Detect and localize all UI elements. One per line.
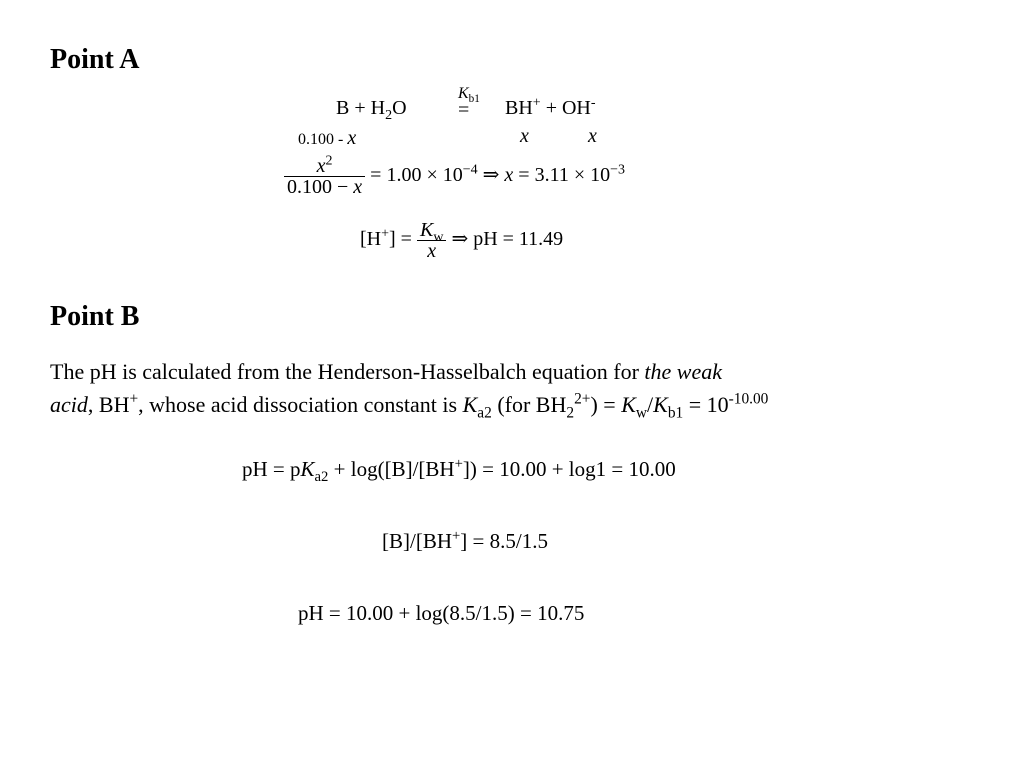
ice-oh-concentration: x — [588, 125, 597, 147]
kb-fraction: $\frac{x^2}{0.100 - x}$ — [284, 156, 365, 197]
point-a-heading: Point A — [50, 44, 140, 75]
henderson-paragraph — [50, 355, 768, 421]
point-b-heading: Point B — [50, 301, 140, 332]
ice-bh-concentration: x — [520, 125, 529, 147]
equilibrium-constant-label: $K_{b1}$ — [458, 85, 480, 106]
kb-expression: $\frac{x^2}{0.100 - x}$ = $1.00 \times 10^{-4}$ ⇒ $x = 3.11 \times 10^{-3}$ — [284, 156, 625, 197]
paragraph-line-2: acid, BH+, whose acid dissociation constant is $K_{a2}$ (for $BH_2^{2+}) = K_w/K_{b1} = 10^{-10.00}$ — [50, 390, 769, 422]
equilibrium-arrow: = — [458, 99, 470, 121]
ice-reactant-concentration: 0.100 - x — [298, 127, 357, 149]
final-ph-result: pH = 10.00 + log(8.5/1.5) = 10.75 — [298, 601, 585, 625]
concentration-ratio: [B]/[BH+] = 8.5/1.5 — [382, 528, 548, 553]
kw-fraction: $\frac{K_w}{x}$ — [417, 220, 446, 261]
hydrogen-ion-expression: [H+] = $\frac{K_w}{x}$ ⇒ pH = 11.49 — [360, 219, 564, 262]
reaction-products: BH+ + OH- — [505, 95, 596, 119]
reaction-reactants: $B + H_2O$ — [336, 97, 407, 123]
henderson-equation: pH = $pK_{a2} + \log([B]/[BH^+]) = 10.00 + \log 1 = 10.00$ — [242, 456, 676, 486]
paragraph-line-1: The pH is calculated from the Henderson-Hasselbalch equation for the weak — [50, 359, 722, 384]
